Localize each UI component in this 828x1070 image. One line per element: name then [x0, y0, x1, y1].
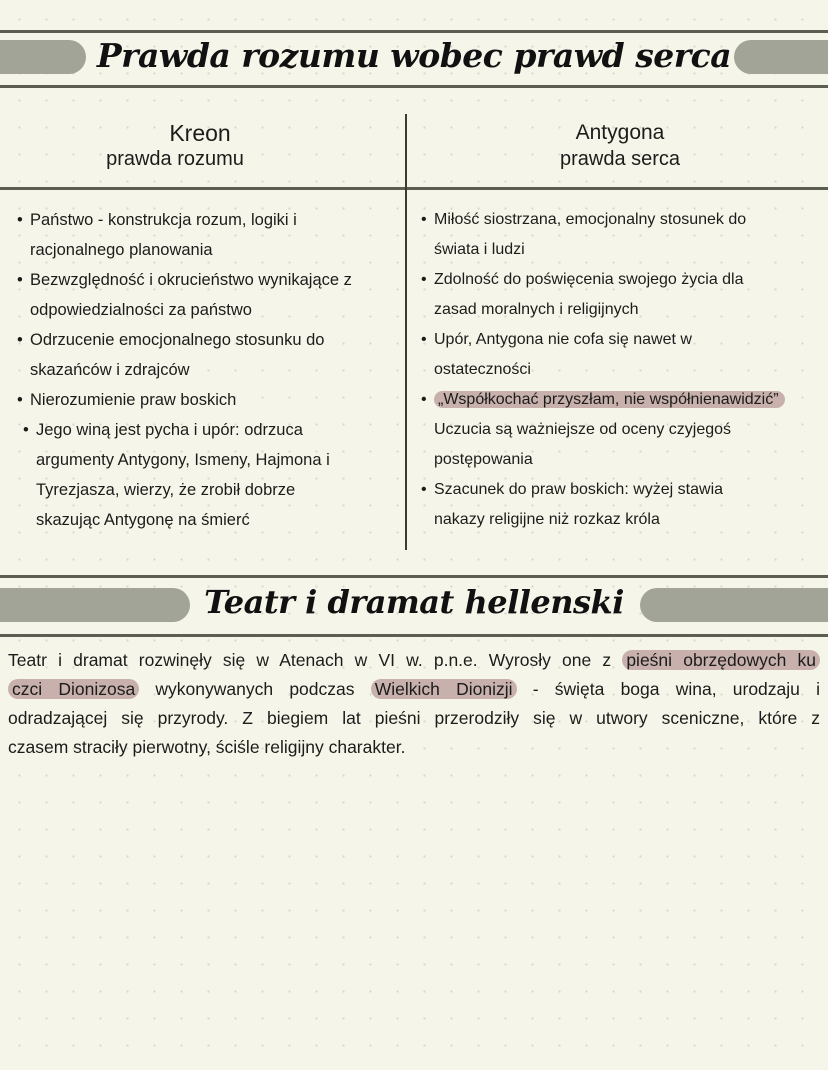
list-item-cont: ostateczności — [434, 361, 531, 378]
text-run: - święta boga wina, urodzaju i — [532, 679, 820, 699]
table-header-rule — [0, 187, 828, 190]
list-item-cont: odpowiedzialności za państwo — [30, 301, 252, 319]
section2-rule-top — [0, 575, 828, 578]
section2-rule-bottom — [0, 634, 828, 637]
list-item: • Miłość siostrzana, emocjonalny stosunek do — [434, 205, 785, 235]
kreon-heading — [0, 120, 400, 172]
teatr-paragraph — [8, 646, 820, 762]
text-run: wykonywanych podczas — [155, 679, 355, 699]
paragraph-line: odradzającej się przyrody. Z biegiem lat pieśni przerodziły się w utwory sceniczne, które z — [8, 708, 820, 728]
list-item: • Jego winą jest pycha i upór: odrzuca — [30, 415, 352, 445]
list-item-cont: zasad moralnych i religijnych — [434, 301, 639, 318]
header-rule-bottom — [0, 85, 828, 88]
paragraph-line: czasem straciły pierwotny, ściśle religijny charakter. — [8, 737, 406, 757]
list-item-cont: Uczucia są ważniejsze od oceny czyjegoś — [434, 421, 732, 438]
highlight-piesni: pieśni obrzędowych ku — [622, 650, 820, 670]
list-item: • Nierozumienie praw boskich — [30, 385, 352, 415]
list-item-quote — [434, 385, 785, 415]
kreon-list — [30, 205, 352, 535]
paragraph-line — [8, 646, 820, 675]
list-item-cont: argumenty Antygony, Ismeny, Hajmona i — [36, 451, 330, 469]
paragraph-line — [8, 675, 820, 704]
list-item-cont: skazańców i zdrajców — [30, 361, 190, 379]
list-item-cont: racjonalnego planowania — [30, 241, 213, 259]
list-item: • Bezwzględność i okrucieństwo wynikające z — [30, 265, 352, 295]
antygona-name: Antygona — [575, 121, 665, 144]
highlight-dionizje: Wielkich Dionizji — [371, 679, 517, 699]
column-divider — [405, 114, 407, 550]
text-run: Teatr i dramat rozwinęły się w Atenach w VI w. p.n.e. Wyrosły one z — [8, 650, 612, 670]
list-item: • Szacunek do praw boskich: wyżej stawia — [434, 475, 785, 505]
header-rule-top — [0, 30, 828, 33]
kreon-subtitle: prawda rozumu — [106, 148, 244, 170]
highlighted-quote: „Współkochać przyszłam, nie współnienawidzić” — [434, 391, 785, 408]
section-title-teatr: Teatr i dramat hellenski — [204, 583, 624, 621]
list-item: • Odrzucenie emocjonalnego stosunku do — [30, 325, 352, 355]
list-item-cont: świata i ludzi — [434, 241, 525, 258]
list-item-cont: skazując Antygonę na śmierć — [36, 511, 250, 529]
list-item: • Upór, Antygona nie cofa się nawet w — [434, 325, 785, 355]
antygona-heading — [420, 120, 820, 172]
list-item-cont: nakazy religijne niż rozkaz króla — [434, 511, 660, 528]
antygona-subtitle: prawda serca — [559, 148, 681, 170]
highlight-dionizos: czci Dionizosa — [8, 679, 139, 699]
list-item: • Zdolność do poświęcenia swojego życia dla — [434, 265, 785, 295]
list-item-cont: postępowania — [434, 451, 533, 468]
list-item: • Państwo - konstrukcja rozum, logiki i — [30, 205, 352, 235]
antygona-list — [434, 205, 785, 535]
list-item-cont: Tyrezjasza, wierzy, że zrobił dobrze — [36, 481, 296, 499]
kreon-name: Kreon — [169, 120, 231, 146]
section-title-prawda: Prawda rozumu wobec prawd serca — [96, 36, 732, 75]
